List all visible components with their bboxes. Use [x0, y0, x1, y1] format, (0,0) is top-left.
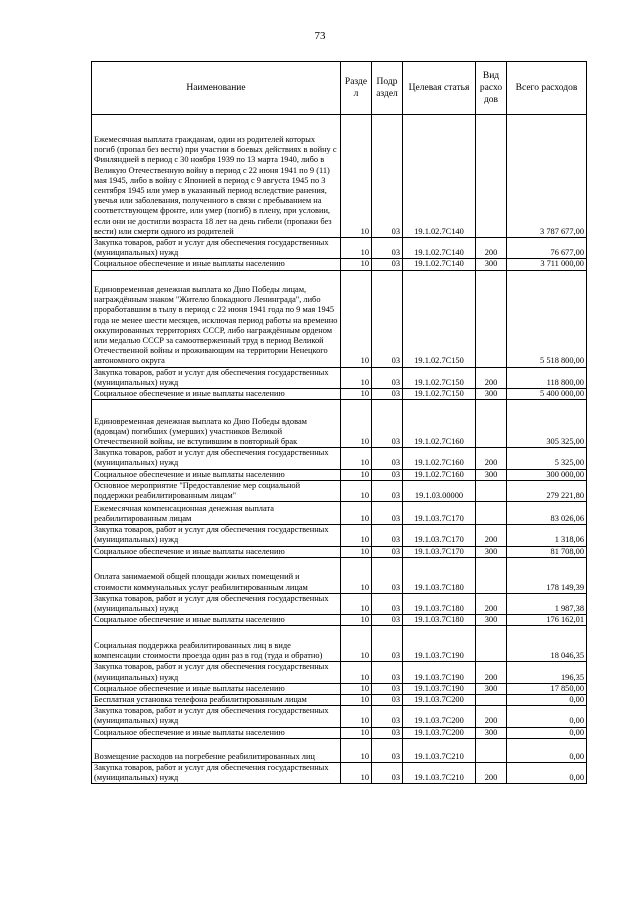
row-section-cell: 10 — [341, 270, 372, 367]
row-expense-type-cell: 200 — [476, 706, 507, 727]
row-amount-cell: 0,00 — [507, 706, 587, 727]
row-subsection-cell: 03 — [372, 662, 403, 683]
row-subsection-cell: 03 — [372, 367, 403, 388]
row-amount-cell: 178 149,39 — [507, 557, 587, 593]
row-subsection-cell: 03 — [372, 400, 403, 448]
row-target-cell: 19.1.03.00000 — [403, 480, 476, 501]
table-row — [92, 525, 587, 546]
row-subsection-cell: 03 — [372, 389, 403, 400]
row-expense-type-cell: 300 — [476, 469, 507, 480]
row-amount-cell: 83 026,06 — [507, 502, 587, 525]
row-target-cell: 19.1.03.7С210 — [403, 762, 476, 783]
row-expense-type-cell — [476, 695, 507, 706]
row-name-cell: Закупка товаров, работ и услуг для обеспечения государственных (муниципальных) нужд — [92, 448, 341, 469]
row-section-cell: 10 — [341, 706, 372, 727]
row-amount-cell: 0,00 — [507, 738, 587, 762]
row-amount-cell: 305 325,00 — [507, 400, 587, 448]
row-amount-cell: 81 708,00 — [507, 546, 587, 557]
row-name-cell: Закупка товаров, работ и услуг для обеспечения государственных (муниципальных) нужд — [92, 662, 341, 683]
row-name-cell: Оплата занимаемой общей площади жилых помещений и стоимости коммунальных услуг реабилитированным лицам — [92, 557, 341, 593]
row-section-cell: 10 — [341, 238, 372, 259]
table-row — [92, 259, 587, 270]
row-target-cell: 19.1.03.7С170 — [403, 525, 476, 546]
row-section-cell: 10 — [341, 762, 372, 783]
table-row — [92, 738, 587, 762]
table-row — [92, 706, 587, 727]
row-amount-cell: 176 162,01 — [507, 615, 587, 626]
table-row — [92, 367, 587, 388]
header-total: Всего расходов — [507, 62, 587, 115]
row-name-cell: Закупка товаров, работ и услуг для обеспечения государственных (муниципальных) нужд — [92, 238, 341, 259]
row-target-cell: 19.1.02.7С140 — [403, 238, 476, 259]
header-expense-type: Вид расхо дов — [476, 62, 507, 115]
table-row — [92, 683, 587, 694]
row-section-cell: 10 — [341, 525, 372, 546]
table-row — [92, 115, 587, 238]
row-section-cell: 10 — [341, 367, 372, 388]
row-expense-type-cell — [476, 400, 507, 448]
row-subsection-cell: 03 — [372, 557, 403, 593]
row-section-cell: 10 — [341, 695, 372, 706]
row-section-cell: 10 — [341, 115, 372, 238]
table-row — [92, 546, 587, 557]
row-name-cell: Социальное обеспечение и иные выплаты населению — [92, 546, 341, 557]
row-expense-type-cell — [476, 115, 507, 238]
row-expense-type-cell — [476, 270, 507, 367]
row-section-cell: 10 — [341, 683, 372, 694]
row-name-cell: Единовременная денежная выплата ко Дню Победы лицам, награждённым знаком "Жителю блокадного Ленинграда", либо проработавшим в тылу в период с 22 июня 1941 года по 9 мая 1945 года не менее шести месяцев, исключая период работы на временно оккупированных территориях СССР, либо награждённым орденом или медалью СССР за самоотверженный труд в период Великой Отечественной войны и проживающим на территории Ненецкого автономного округа — [92, 270, 341, 367]
row-subsection-cell: 03 — [372, 270, 403, 367]
row-section-cell: 10 — [341, 546, 372, 557]
row-expense-type-cell: 200 — [476, 238, 507, 259]
row-section-cell: 10 — [341, 593, 372, 614]
row-subsection-cell: 03 — [372, 115, 403, 238]
row-target-cell: 19.1.02.7С160 — [403, 400, 476, 448]
row-name-cell: Основное мероприятие "Предоставление мер социальной поддержки реабилитированным лицам" — [92, 480, 341, 501]
row-expense-type-cell: 200 — [476, 662, 507, 683]
row-name-cell: Социальное обеспечение и иные выплаты населению — [92, 389, 341, 400]
row-section-cell: 10 — [341, 615, 372, 626]
budget-table — [91, 61, 587, 784]
row-target-cell: 19.1.03.7С200 — [403, 727, 476, 738]
table-row — [92, 695, 587, 706]
table-row — [92, 727, 587, 738]
row-target-cell: 19.1.02.7С140 — [403, 259, 476, 270]
table-row — [92, 448, 587, 469]
row-amount-cell: 300 000,00 — [507, 469, 587, 480]
row-subsection-cell: 03 — [372, 706, 403, 727]
row-subsection-cell: 03 — [372, 683, 403, 694]
row-subsection-cell: 03 — [372, 448, 403, 469]
row-subsection-cell: 03 — [372, 615, 403, 626]
row-name-cell: Социальная поддержка реабилитированных лиц в виде компенсации стоимости проезда один раз в год (туда и обратно) — [92, 626, 341, 662]
row-subsection-cell: 03 — [372, 738, 403, 762]
table-row — [92, 762, 587, 783]
row-section-cell: 10 — [341, 626, 372, 662]
row-section-cell: 10 — [341, 557, 372, 593]
row-expense-type-cell: 300 — [476, 546, 507, 557]
row-name-cell: Ежемесячная компенсационная денежная выплата реабилитированным лицам — [92, 502, 341, 525]
page-number: 73 — [314, 30, 326, 42]
row-section-cell: 10 — [341, 727, 372, 738]
row-target-cell: 19.1.02.7С150 — [403, 367, 476, 388]
row-amount-cell: 1 318,06 — [507, 525, 587, 546]
row-name-cell: Ежемесячная выплата гражданам, один из родителей которых погиб (пропал без вести) при участии в боевых действиях в войну с Финляндией в период с 30 ноября 1939 по 13 марта 1940, либо в Великую Отечественную войну в период с 22 июня 1941 по 9 (11) мая 1945, либо в войну с Японией в период с 9 августа 1945 по 3 сентября 1945 или умер в указанный период вследствие ранения, увечья или заболевания, полученного в связи с пребыванием на соответствующем фронте, или умер (погиб) в плену, при условии, если они не достигли возраста 18 лет на день гибели (пропажи без вести) или смерти одного из родителей — [92, 115, 341, 238]
row-target-cell: 19.1.03.7С190 — [403, 683, 476, 694]
row-section-cell: 10 — [341, 662, 372, 683]
table-row — [92, 270, 587, 367]
row-target-cell: 19.1.03.7С180 — [403, 615, 476, 626]
row-name-cell: Социальное обеспечение и иные выплаты населению — [92, 727, 341, 738]
row-target-cell: 19.1.02.7С160 — [403, 448, 476, 469]
row-name-cell: Возмещение расходов на погребение реабилитированных лиц — [92, 738, 341, 762]
table-row — [92, 593, 587, 614]
header-row — [92, 62, 587, 115]
row-section-cell: 10 — [341, 400, 372, 448]
row-name-cell: Социальное обеспечение и иные выплаты населению — [92, 683, 341, 694]
row-expense-type-cell — [476, 557, 507, 593]
row-section-cell: 10 — [341, 502, 372, 525]
row-target-cell: 19.1.03.7С170 — [403, 546, 476, 557]
row-subsection-cell: 03 — [372, 469, 403, 480]
row-target-cell: 19.1.03.7С200 — [403, 695, 476, 706]
row-expense-type-cell: 200 — [476, 525, 507, 546]
row-expense-type-cell — [476, 626, 507, 662]
row-name-cell: Закупка товаров, работ и услуг для обеспечения государственных (муниципальных) нужд — [92, 706, 341, 727]
header-target: Целевая статья — [403, 62, 476, 115]
row-expense-type-cell — [476, 480, 507, 501]
row-expense-type-cell: 300 — [476, 727, 507, 738]
row-expense-type-cell: 200 — [476, 593, 507, 614]
row-target-cell: 19.1.03.7С180 — [403, 593, 476, 614]
table-row — [92, 389, 587, 400]
row-subsection-cell: 03 — [372, 259, 403, 270]
header-name: Наименование — [92, 62, 341, 115]
row-amount-cell: 17 850,00 — [507, 683, 587, 694]
row-amount-cell: 76 677,00 — [507, 238, 587, 259]
row-expense-type-cell: 200 — [476, 367, 507, 388]
row-amount-cell: 1 987,38 — [507, 593, 587, 614]
row-expense-type-cell: 300 — [476, 615, 507, 626]
row-name-cell: Социальное обеспечение и иные выплаты населению — [92, 615, 341, 626]
row-subsection-cell: 03 — [372, 762, 403, 783]
row-target-cell: 19.1.03.7С200 — [403, 706, 476, 727]
row-subsection-cell: 03 — [372, 525, 403, 546]
row-subsection-cell: 03 — [372, 238, 403, 259]
row-expense-type-cell: 200 — [476, 448, 507, 469]
row-name-cell: Единовременная денежная выплата ко Дню Победы вдовам (вдовцам) погибших (умерших) участников Великой Отечественной войны, не вступившим в повторный брак — [92, 400, 341, 448]
table-row — [92, 662, 587, 683]
row-amount-cell: 5 518 800,00 — [507, 270, 587, 367]
row-section-cell: 10 — [341, 448, 372, 469]
header-section: Разде л — [341, 62, 372, 115]
table-row — [92, 480, 587, 501]
row-target-cell: 19.1.03.7С190 — [403, 626, 476, 662]
row-name-cell: Закупка товаров, работ и услуг для обеспечения государственных (муниципальных) нужд — [92, 525, 341, 546]
row-amount-cell: 0,00 — [507, 695, 587, 706]
row-expense-type-cell: 300 — [476, 683, 507, 694]
row-expense-type-cell: 300 — [476, 259, 507, 270]
table-row — [92, 502, 587, 525]
row-name-cell: Закупка товаров, работ и услуг для обеспечения государственных (муниципальных) нужд — [92, 762, 341, 783]
row-amount-cell: 279 221,80 — [507, 480, 587, 501]
row-expense-type-cell: 200 — [476, 762, 507, 783]
row-section-cell: 10 — [341, 469, 372, 480]
row-amount-cell: 3 711 000,00 — [507, 259, 587, 270]
row-expense-type-cell — [476, 738, 507, 762]
row-name-cell: Социальное обеспечение и иные выплаты населению — [92, 469, 341, 480]
row-target-cell: 19.1.03.7С180 — [403, 557, 476, 593]
row-subsection-cell: 03 — [372, 502, 403, 525]
row-target-cell: 19.1.02.7С150 — [403, 389, 476, 400]
table-row — [92, 557, 587, 593]
row-amount-cell: 196,35 — [507, 662, 587, 683]
row-subsection-cell: 03 — [372, 695, 403, 706]
row-amount-cell: 0,00 — [507, 762, 587, 783]
row-subsection-cell: 03 — [372, 626, 403, 662]
row-target-cell: 19.1.03.7С190 — [403, 662, 476, 683]
row-section-cell: 10 — [341, 389, 372, 400]
row-name-cell: Закупка товаров, работ и услуг для обеспечения государственных (муниципальных) нужд — [92, 367, 341, 388]
table-body — [92, 115, 587, 784]
row-amount-cell: 3 787 677,00 — [507, 115, 587, 238]
row-subsection-cell: 03 — [372, 480, 403, 501]
table-row — [92, 615, 587, 626]
row-target-cell: 19.1.03.7С170 — [403, 502, 476, 525]
row-amount-cell: 5 325,00 — [507, 448, 587, 469]
table-row — [92, 626, 587, 662]
row-amount-cell: 0,00 — [507, 727, 587, 738]
row-subsection-cell: 03 — [372, 593, 403, 614]
row-expense-type-cell: 300 — [476, 389, 507, 400]
row-target-cell: 19.1.02.7С140 — [403, 115, 476, 238]
row-name-cell: Социальное обеспечение и иные выплаты населению — [92, 259, 341, 270]
header-subsection: Подр аздел — [372, 62, 403, 115]
row-subsection-cell: 03 — [372, 727, 403, 738]
row-target-cell: 19.1.02.7С150 — [403, 270, 476, 367]
table-row — [92, 400, 587, 448]
row-amount-cell: 5 400 000,00 — [507, 389, 587, 400]
table-row — [92, 238, 587, 259]
row-section-cell: 10 — [341, 738, 372, 762]
row-subsection-cell: 03 — [372, 546, 403, 557]
row-name-cell: Бесплатная установка телефона реабилитированным лицам — [92, 695, 341, 706]
row-section-cell: 10 — [341, 480, 372, 501]
row-name-cell: Закупка товаров, работ и услуг для обеспечения государственных (муниципальных) нужд — [92, 593, 341, 614]
row-section-cell: 10 — [341, 259, 372, 270]
row-expense-type-cell — [476, 502, 507, 525]
table-row — [92, 469, 587, 480]
row-amount-cell: 18 046,35 — [507, 626, 587, 662]
row-amount-cell: 118 800,00 — [507, 367, 587, 388]
row-target-cell: 19.1.02.7С160 — [403, 469, 476, 480]
row-target-cell: 19.1.03.7С210 — [403, 738, 476, 762]
